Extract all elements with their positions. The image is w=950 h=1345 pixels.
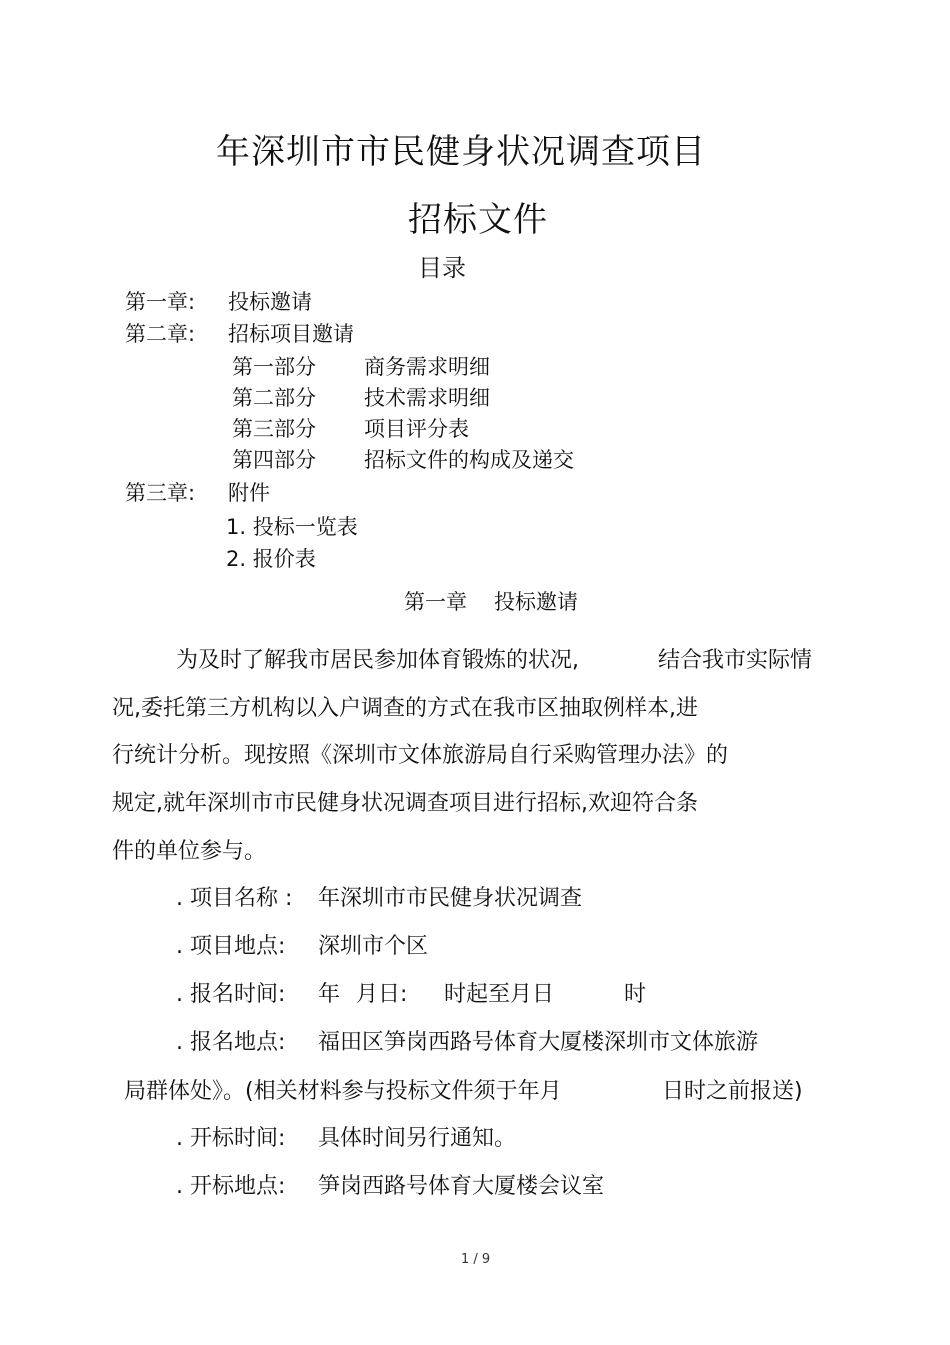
item-value: 时 — [624, 982, 647, 1007]
intro-text: 行统计分析。现按照《深圳市文体旅游局自行采购管理办法》的 — [112, 743, 729, 768]
toc-chapter-2-label: 第二章: — [125, 322, 196, 346]
intro-text: 况,委托第三方机构以入户调查的方式在我市区抽取例样本,进 — [112, 696, 698, 721]
item-label: . 项目地点: — [176, 934, 286, 959]
toc-chapter-1-title: 投标邀请 — [228, 290, 312, 314]
toc-part-title: 项目评分表 — [364, 417, 469, 441]
document-subtitle: 招标文件 — [408, 200, 548, 240]
item-value: 具体时间另行通知。 — [318, 1126, 517, 1151]
toc-part-label: 第二部分 — [232, 386, 316, 410]
toc-chapter-2-title: 招标项目邀请 — [228, 322, 354, 346]
document-title: 年深圳市市民健身状况调查项目 — [216, 132, 706, 172]
toc-chapter-3-title: 附件 — [228, 481, 270, 505]
toc-chapter-3-label: 第三章: — [125, 481, 196, 505]
chapter-1-heading-title: 投标邀请 — [494, 590, 578, 614]
item-value: 月日: — [356, 982, 408, 1007]
item-value: 年深圳市市民健身状况调查 — [318, 886, 583, 911]
toc-heading: 目录 — [418, 254, 466, 282]
toc-attachment: 2. 报价表 — [226, 547, 316, 571]
item-value: 福田区笋岗西路号体育大厦楼深圳市文体旅游 — [318, 1030, 759, 1055]
item-value: 日时之前报送) — [662, 1079, 803, 1104]
chapter-1-heading-number: 第一章 — [404, 590, 467, 614]
intro-text: 结合我市实际情 — [658, 648, 813, 673]
item-value: 局群体处》。(相关材料参与投标文件须于年月 — [124, 1079, 562, 1104]
item-value: 年 — [318, 982, 341, 1007]
item-value: 时起至月日 — [444, 982, 555, 1007]
toc-chapter-1-label: 第一章: — [125, 290, 196, 314]
item-label: . 开标地点: — [176, 1174, 286, 1199]
toc-part-label: 第四部分 — [232, 448, 316, 472]
toc-attachment: 1. 投标一览表 — [226, 515, 358, 539]
intro-text: 为及时了解我市居民参加体育锻炼的状况, — [176, 648, 579, 673]
toc-part-title: 商务需求明细 — [364, 355, 490, 379]
toc-part-label: 第三部分 — [232, 417, 316, 441]
item-label: . 报名地点: — [176, 1030, 286, 1055]
item-value: 深圳市个区 — [318, 934, 429, 959]
item-label: . 项目名称 : — [176, 886, 293, 911]
toc-part-label: 第一部分 — [232, 355, 316, 379]
intro-text: 件的单位参与。 — [112, 839, 267, 864]
item-label: . 报名时间: — [176, 982, 286, 1007]
page-number: 1 / 9 — [461, 1252, 491, 1267]
toc-part-title: 技术需求明细 — [364, 386, 490, 410]
item-label: . 开标时间: — [176, 1126, 286, 1151]
item-value: 笋岗西路号体育大厦楼会议室 — [318, 1174, 605, 1199]
intro-text: 规定,就年深圳市市民健身状况调查项目进行招标,欢迎符合条 — [112, 791, 698, 816]
toc-part-title: 招标文件的构成及递交 — [364, 448, 574, 472]
